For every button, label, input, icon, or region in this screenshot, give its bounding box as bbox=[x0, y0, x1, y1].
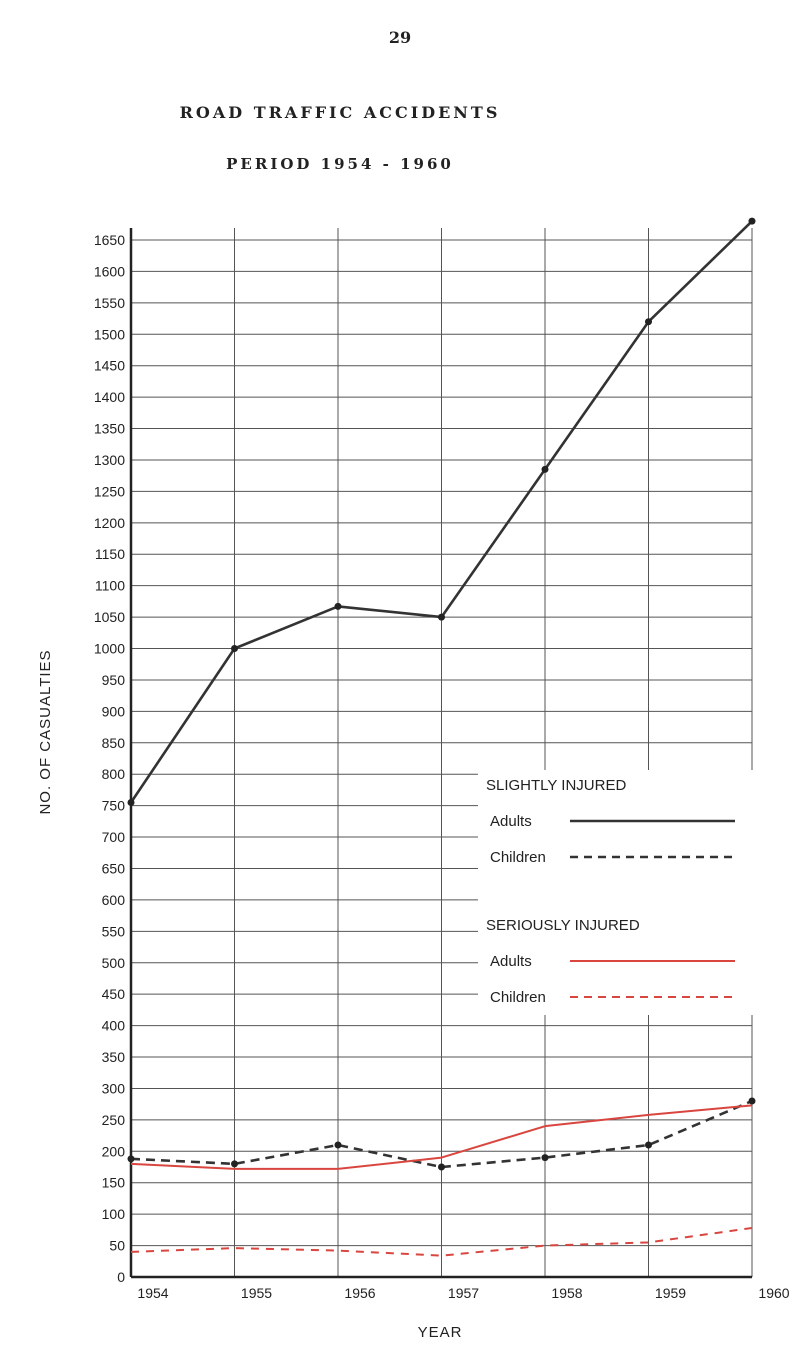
y-tick-label: 1650 bbox=[93, 232, 125, 248]
chart-title: ROAD TRAFFIC ACCIDENTS bbox=[179, 103, 501, 122]
data-point bbox=[645, 318, 652, 325]
y-tick-label: 400 bbox=[101, 1017, 125, 1034]
legend-panel bbox=[478, 770, 778, 1015]
page-number: 29 bbox=[388, 28, 412, 47]
y-tick-label: 700 bbox=[101, 829, 125, 846]
data-point bbox=[438, 1164, 445, 1171]
x-tick-label: 1955 bbox=[240, 1285, 273, 1301]
y-tick-label: 550 bbox=[101, 923, 125, 940]
y-tick-label: 100 bbox=[101, 1206, 125, 1223]
y-tick-label: 450 bbox=[101, 986, 125, 1003]
y-axis-label: NO. OF CASUALTIES bbox=[37, 649, 54, 815]
data-point bbox=[438, 614, 445, 621]
x-tick-label: 1960 bbox=[758, 1285, 790, 1301]
data-point bbox=[231, 1160, 238, 1167]
legend-label: Adults bbox=[490, 813, 532, 830]
y-tick-label: 750 bbox=[101, 797, 125, 814]
data-point bbox=[128, 799, 135, 806]
y-tick-label: 1300 bbox=[93, 451, 125, 468]
y-tick-label: 1350 bbox=[93, 420, 125, 437]
x-tick-label: 1957 bbox=[447, 1285, 480, 1301]
x-axis-label: YEAR bbox=[417, 1324, 463, 1341]
y-tick-label: 200 bbox=[101, 1143, 125, 1160]
y-tick-label: 1100 bbox=[94, 577, 125, 594]
y-tick-label: 1450 bbox=[93, 357, 125, 374]
y-tick-label: 1500 bbox=[93, 326, 125, 343]
y-tick-label: 1000 bbox=[93, 640, 125, 657]
y-tick-label: 1050 bbox=[93, 609, 125, 626]
y-tick-label: 250 bbox=[101, 1111, 125, 1128]
y-tick-label: 50 bbox=[109, 1237, 125, 1254]
legend-heading: SERIOUSLY INJURED bbox=[486, 917, 640, 934]
legend-label: Children bbox=[490, 849, 546, 866]
data-point bbox=[335, 1142, 342, 1149]
data-point bbox=[542, 466, 549, 473]
y-tick-label: 300 bbox=[101, 1080, 125, 1097]
x-tick-label: 1954 bbox=[137, 1285, 169, 1301]
data-point bbox=[749, 1098, 756, 1105]
data-point bbox=[231, 645, 238, 652]
data-point bbox=[645, 1142, 652, 1149]
y-tick-label: 350 bbox=[101, 1049, 125, 1066]
y-tick-label: 850 bbox=[101, 734, 125, 751]
y-tick-label: 800 bbox=[101, 766, 125, 783]
y-tick-label: 150 bbox=[101, 1174, 125, 1191]
y-tick-label: 650 bbox=[101, 860, 125, 877]
legend-label: Children bbox=[490, 989, 546, 1006]
y-tick-label: 950 bbox=[101, 671, 125, 688]
y-tick-label: 1200 bbox=[93, 514, 125, 531]
x-tick-label: 1956 bbox=[344, 1285, 376, 1301]
y-tick-label: 1150 bbox=[94, 546, 125, 563]
chart-subtitle: PERIOD 1954 - 1960 bbox=[226, 155, 454, 173]
legend-heading: SLIGHTLY INJURED bbox=[486, 777, 627, 794]
grid bbox=[131, 228, 752, 1277]
y-tick-label: 0 bbox=[117, 1269, 125, 1285]
legend-label: Adults bbox=[490, 953, 532, 970]
data-point bbox=[542, 1154, 549, 1161]
y-tick-label: 900 bbox=[101, 703, 125, 720]
y-tick-label: 1550 bbox=[93, 294, 125, 311]
data-point bbox=[749, 218, 756, 225]
x-tick-label: 1959 bbox=[654, 1285, 687, 1301]
y-tick-label: 1250 bbox=[93, 483, 125, 500]
data-point bbox=[335, 603, 342, 610]
y-tick-label: 1600 bbox=[93, 263, 125, 280]
y-tick-label: 1400 bbox=[93, 389, 125, 406]
y-tick-label: 600 bbox=[101, 891, 125, 908]
data-point bbox=[128, 1155, 135, 1162]
x-tick-label: 1958 bbox=[551, 1285, 583, 1301]
y-tick-label: 500 bbox=[101, 954, 125, 971]
